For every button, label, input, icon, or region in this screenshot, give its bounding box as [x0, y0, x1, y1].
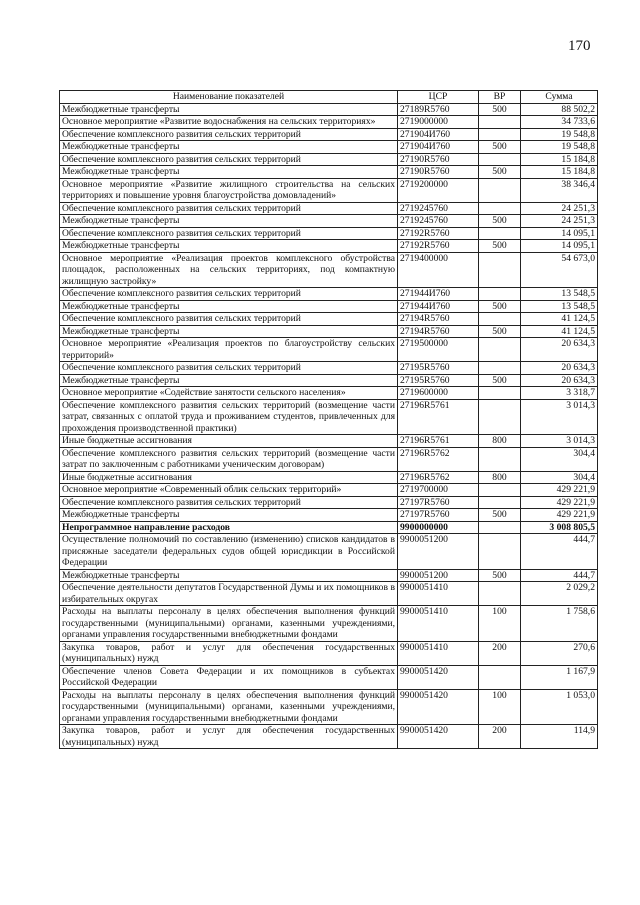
row-csr: 27196R5761	[398, 435, 479, 448]
row-vr: 200	[479, 641, 521, 665]
row-vr	[479, 227, 521, 240]
table-row	[60, 665, 598, 689]
row-sum: 14 095,1	[521, 240, 598, 253]
row-sum: 20 634,3	[521, 374, 598, 387]
row-name: Межбюджетные трансферты	[60, 215, 398, 228]
row-csr: 2719245760	[398, 202, 479, 215]
row-csr: 2719200000	[398, 178, 479, 202]
table-row	[60, 178, 598, 202]
table-row	[60, 141, 598, 154]
table-row	[60, 103, 598, 116]
row-vr: 500	[479, 215, 521, 228]
row-vr	[479, 521, 521, 534]
row-vr: 500	[479, 103, 521, 116]
row-name: Расходы на выплаты персоналу в целях обеспечения выполнения функций государственными (муниципальными) органами, казенными учреждениями, органами управления государственными внебюджетными фондами	[60, 689, 398, 725]
row-name: Межбюджетные трансферты	[60, 103, 398, 116]
table-row	[60, 153, 598, 166]
row-vr: 500	[479, 240, 521, 253]
row-vr: 500	[479, 509, 521, 522]
row-vr	[479, 202, 521, 215]
header-name: Наименование показателей	[60, 91, 398, 104]
table-row	[60, 128, 598, 141]
row-name: Основное мероприятие «Реализация проектов комплексного обустройства площадок, расположенных на сельских территориях, под компактную жилищную застройку»	[60, 252, 398, 288]
row-csr: 2719600000	[398, 387, 479, 400]
row-name: Межбюджетные трансферты	[60, 300, 398, 313]
row-csr: 2719400000	[398, 252, 479, 288]
row-vr: 500	[479, 166, 521, 179]
row-vr	[479, 128, 521, 141]
row-csr: 27197R5760	[398, 509, 479, 522]
row-name: Расходы на выплаты персоналу в целях обеспечения выполнения функций государственными (муниципальными) органами, казенными учреждениями, органами управления государственными внебюджетными фондами	[60, 606, 398, 642]
row-sum: 304,4	[521, 447, 598, 471]
row-sum: 24 251,3	[521, 215, 598, 228]
row-sum: 304,4	[521, 471, 598, 484]
row-name: Межбюджетные трансферты	[60, 240, 398, 253]
row-vr	[479, 665, 521, 689]
row-name: Обеспечение комплексного развития сельских территорий	[60, 362, 398, 375]
row-csr: 2719000000	[398, 116, 479, 129]
row-csr: 271904И760	[398, 141, 479, 154]
row-csr: 271944И760	[398, 300, 479, 313]
table-row	[60, 300, 598, 313]
row-sum: 3 014,3	[521, 399, 598, 435]
row-sum: 20 634,3	[521, 362, 598, 375]
row-sum: 41 124,5	[521, 325, 598, 338]
row-vr	[479, 153, 521, 166]
table-row	[60, 399, 598, 435]
row-vr	[479, 484, 521, 497]
table-row	[60, 338, 598, 362]
row-vr: 100	[479, 689, 521, 725]
table-row	[60, 521, 598, 534]
row-csr: 27194R5760	[398, 313, 479, 326]
row-name: Основное мероприятие «Современный облик сельских территорий»	[60, 484, 398, 497]
row-name: Непрограммное направление расходов	[60, 521, 398, 534]
row-vr	[479, 534, 521, 570]
row-vr	[479, 362, 521, 375]
row-sum: 20 634,3	[521, 338, 598, 362]
row-csr: 2719245760	[398, 215, 479, 228]
row-name: Межбюджетные трансферты	[60, 569, 398, 582]
row-csr: 9900051200	[398, 569, 479, 582]
row-vr	[479, 447, 521, 471]
row-vr: 500	[479, 374, 521, 387]
row-sum: 3 014,3	[521, 435, 598, 448]
row-sum: 38 346,4	[521, 178, 598, 202]
row-vr: 800	[479, 471, 521, 484]
table-row	[60, 288, 598, 301]
row-sum: 88 502,2	[521, 103, 598, 116]
row-name: Основное мероприятие «Развитие жилищного строительства на сельских территориях и повышение уровня благоустройства домовладений»	[60, 178, 398, 202]
page-number: 170	[568, 38, 591, 54]
row-csr: 27192R5760	[398, 240, 479, 253]
table-row	[60, 362, 598, 375]
row-name: Обеспечение комплексного развития сельских территорий	[60, 202, 398, 215]
table-body	[60, 103, 598, 749]
row-vr: 500	[479, 300, 521, 313]
row-name: Обеспечение комплексного развития сельских территорий (возмещение части затрат по заключенным с работниками ученическим договорам)	[60, 447, 398, 471]
row-sum: 15 184,8	[521, 166, 598, 179]
table-row	[60, 509, 598, 522]
row-csr: 271904И760	[398, 128, 479, 141]
row-csr: 27190R5760	[398, 153, 479, 166]
row-csr: 27194R5760	[398, 325, 479, 338]
row-sum: 429 221,9	[521, 496, 598, 509]
row-sum: 3 318,7	[521, 387, 598, 400]
row-name: Обеспечение комплексного развития сельских территорий	[60, 313, 398, 326]
row-name: Обеспечение комплексного развития сельских территорий	[60, 227, 398, 240]
row-sum: 34 733,6	[521, 116, 598, 129]
table-row	[60, 227, 598, 240]
row-name: Обеспечение комплексного развития сельских территорий	[60, 496, 398, 509]
row-sum: 1 053,0	[521, 689, 598, 725]
row-name: Иные бюджетные ассигнования	[60, 435, 398, 448]
table-row	[60, 534, 598, 570]
row-csr: 2719500000	[398, 338, 479, 362]
table-row	[60, 166, 598, 179]
row-name: Основное мероприятие «Содействие занятости сельского населения»	[60, 387, 398, 400]
header-vr: ВР	[479, 91, 521, 104]
row-sum: 13 548,5	[521, 288, 598, 301]
row-vr	[479, 582, 521, 606]
table-row	[60, 471, 598, 484]
table-row	[60, 313, 598, 326]
row-csr: 9900051420	[398, 725, 479, 749]
row-csr: 271944И760	[398, 288, 479, 301]
row-sum: 14 095,1	[521, 227, 598, 240]
row-sum: 444,7	[521, 569, 598, 582]
row-name: Обеспечение комплексного развития сельских территорий	[60, 128, 398, 141]
row-csr: 27196R5762	[398, 471, 479, 484]
row-sum: 429 221,9	[521, 509, 598, 522]
row-vr: 200	[479, 725, 521, 749]
row-sum: 114,9	[521, 725, 598, 749]
row-csr: 27196R5761	[398, 399, 479, 435]
row-name: Межбюджетные трансферты	[60, 166, 398, 179]
row-name: Закупка товаров, работ и услуг для обеспечения государственных (муниципальных) нужд	[60, 641, 398, 665]
header-sum: Сумма	[521, 91, 598, 104]
table-row	[60, 252, 598, 288]
row-sum: 13 548,5	[521, 300, 598, 313]
row-sum: 19 548,8	[521, 128, 598, 141]
row-sum: 270,6	[521, 641, 598, 665]
table-row	[60, 606, 598, 642]
row-vr	[479, 252, 521, 288]
table-row	[60, 484, 598, 497]
table-row	[60, 240, 598, 253]
row-sum: 24 251,3	[521, 202, 598, 215]
row-csr: 27196R5762	[398, 447, 479, 471]
row-vr	[479, 288, 521, 301]
row-sum: 54 673,0	[521, 252, 598, 288]
row-csr: 2719700000	[398, 484, 479, 497]
table-row	[60, 689, 598, 725]
row-csr: 27197R5760	[398, 496, 479, 509]
row-csr: 27190R5760	[398, 166, 479, 179]
row-vr: 500	[479, 325, 521, 338]
row-name: Межбюджетные трансферты	[60, 374, 398, 387]
budget-table	[59, 90, 598, 749]
row-vr	[479, 313, 521, 326]
row-vr	[479, 496, 521, 509]
row-name: Обеспечение комплексного развития сельских территорий	[60, 153, 398, 166]
row-sum: 41 124,5	[521, 313, 598, 326]
table-row	[60, 374, 598, 387]
table-row	[60, 116, 598, 129]
row-csr: 9900051420	[398, 665, 479, 689]
table-row	[60, 202, 598, 215]
row-vr	[479, 178, 521, 202]
table-row	[60, 641, 598, 665]
row-csr: 9900051410	[398, 582, 479, 606]
row-name: Обеспечение комплексного развития сельских территорий	[60, 288, 398, 301]
table-row	[60, 447, 598, 471]
row-csr: 9900051410	[398, 606, 479, 642]
table-row	[60, 496, 598, 509]
table-row	[60, 582, 598, 606]
header-csr: ЦСР	[398, 91, 479, 104]
table-row	[60, 387, 598, 400]
row-name: Иные бюджетные ассигнования	[60, 471, 398, 484]
row-csr: 27189R5760	[398, 103, 479, 116]
row-csr: 9900051200	[398, 534, 479, 570]
row-sum: 19 548,8	[521, 141, 598, 154]
row-vr: 500	[479, 141, 521, 154]
row-csr: 9900051410	[398, 641, 479, 665]
table-row	[60, 725, 598, 749]
row-name: Обеспечение деятельности депутатов Государственной Думы и их помощников в избирательных округах	[60, 582, 398, 606]
row-csr: 27195R5760	[398, 362, 479, 375]
row-sum: 444,7	[521, 534, 598, 570]
row-name: Межбюджетные трансферты	[60, 509, 398, 522]
row-name: Закупка товаров, работ и услуг для обеспечения государственных (муниципальных) нужд	[60, 725, 398, 749]
row-sum: 3 008 805,5	[521, 521, 598, 534]
table-row	[60, 569, 598, 582]
row-name: Обеспечение членов Совета Федерации и их помощников в субъектах Российской Федерации	[60, 665, 398, 689]
row-name: Обеспечение комплексного развития сельских территорий (возмещение части затрат, связанных с оплатой труда и проживанием студентов, привлеченных для прохождения производственной практики)	[60, 399, 398, 435]
row-vr: 800	[479, 435, 521, 448]
row-name: Основное мероприятие «Реализация проектов по благоустройству сельских территорий»	[60, 338, 398, 362]
row-name: Основное мероприятие «Развитие водоснабжения на сельских территориях»	[60, 116, 398, 129]
row-sum: 1 758,6	[521, 606, 598, 642]
row-csr: 27192R5760	[398, 227, 479, 240]
row-vr	[479, 338, 521, 362]
row-csr: 9900051420	[398, 689, 479, 725]
row-csr: 9900000000	[398, 521, 479, 534]
table-row	[60, 215, 598, 228]
row-name: Межбюджетные трансферты	[60, 141, 398, 154]
table-row	[60, 435, 598, 448]
row-name: Межбюджетные трансферты	[60, 325, 398, 338]
table-header-row	[60, 91, 598, 104]
row-vr	[479, 399, 521, 435]
row-sum: 1 167,9	[521, 665, 598, 689]
row-vr	[479, 116, 521, 129]
row-sum: 15 184,8	[521, 153, 598, 166]
row-vr: 500	[479, 569, 521, 582]
table-row	[60, 325, 598, 338]
row-sum: 2 029,2	[521, 582, 598, 606]
row-sum: 429 221,9	[521, 484, 598, 497]
row-csr: 27195R5760	[398, 374, 479, 387]
row-vr	[479, 387, 521, 400]
row-name: Осуществление полномочий по составлению (изменению) списков кандидатов в присяжные заседатели федеральных судов общей юрисдикции в Российской Федерации	[60, 534, 398, 570]
row-vr: 100	[479, 606, 521, 642]
